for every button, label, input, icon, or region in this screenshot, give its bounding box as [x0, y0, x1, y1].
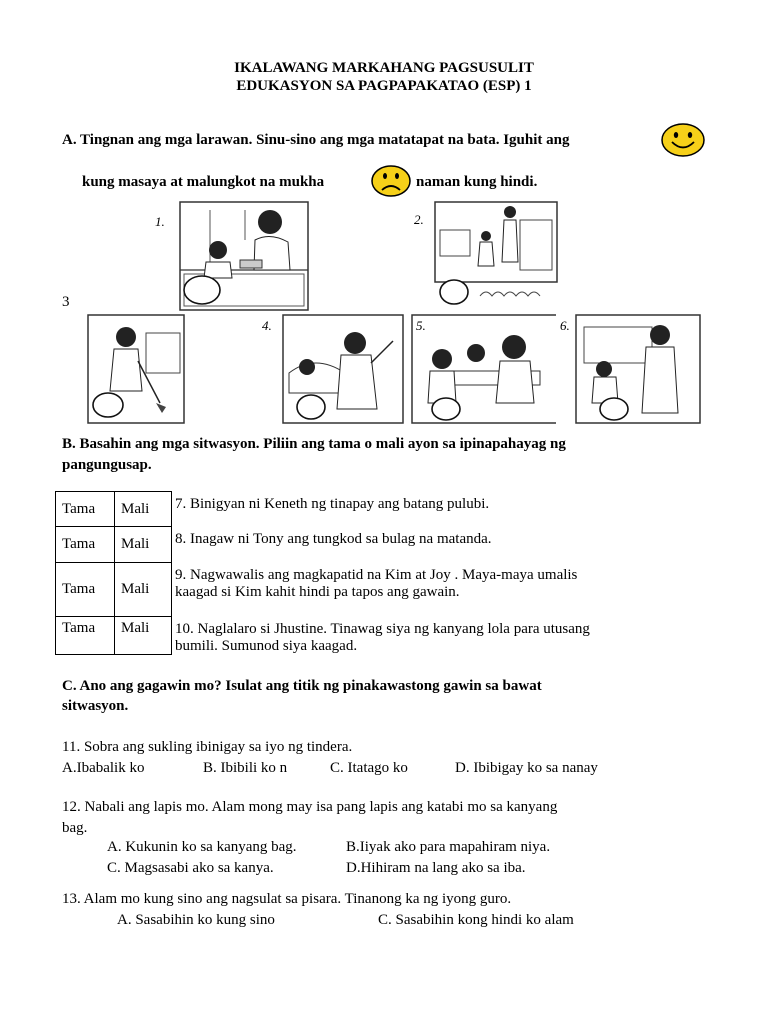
statement-7: 7. Binigyan ni Keneth ng tinapay ang batang pulubi. — [175, 496, 490, 512]
question-11: 11. Sobra ang sukling ibinigay sa iyo ng tindera. — [62, 739, 353, 755]
tama-option[interactable]: Tama — [56, 527, 115, 563]
stray-number: 3 — [62, 294, 70, 310]
tama-option[interactable]: Tama — [56, 563, 115, 617]
exam-title: IKALAWANG MARKAHANG PAGSUSULIT — [234, 60, 534, 76]
question-12: 12. Nabali ang lapis mo. Alam mong may isa pang lapis ang katabi mo sa kanyang — [62, 799, 558, 815]
q12-option-d: D.Hihiram na lang ako sa iba. — [346, 860, 526, 876]
statement-10-cont: bumili. Sumunod siya kaagad. — [175, 638, 358, 654]
section-a-instruction-cont: kung masaya at malungkot na mukha — [82, 174, 325, 190]
statement-10: 10. Naglalaro si Jhustine. Tinawag siya ng kanyang lola para utusang — [175, 621, 590, 637]
mali-option[interactable]: Mali — [115, 617, 172, 655]
picture-panel-2 — [410, 200, 560, 310]
tama-option[interactable]: Tama — [56, 492, 115, 527]
panel-6-label: 6. — [560, 318, 570, 333]
statement-9-cont: kaagad si Kim kahit hindi pa tapos ang gawain. — [175, 584, 460, 600]
panel-5-label: 5. — [416, 318, 426, 333]
q11-option-a: A.Ibabalik ko — [62, 760, 145, 776]
question-13: 13. Alam mo kung sino ang nagsulat sa pisara. Tinanong ka ng iyong guro. — [62, 891, 512, 907]
section-a-instruction: A. Tingnan ang mga larawan. Sinu-sino ang mga matatapat na bata. Iguhit ang — [62, 132, 570, 148]
panel-1-label: 1. — [155, 214, 165, 229]
table-row — [56, 617, 172, 655]
panel-2-label: 2. — [414, 212, 424, 227]
section-b-instruction-cont: pangungusap. — [62, 457, 152, 473]
q12-option-a: A. Kukunin ko sa kanyang bag. — [107, 839, 297, 855]
smiley-face-icon — [660, 122, 706, 158]
q12-option-c: C. Magsasabi ako sa kanya. — [107, 860, 274, 876]
mali-option[interactable]: Mali — [115, 527, 172, 563]
panel-4-label: 4. — [262, 318, 272, 333]
sad-face-icon — [370, 164, 412, 198]
q11-option-b: B. Ibibili ko n — [203, 760, 288, 776]
section-b-instruction: B. Basahin ang mga sitwasyon. Piliin ang tama o mali ayon sa ipinapahayag ng — [62, 436, 566, 452]
q11-option-c: C. Itatago ko — [330, 760, 408, 776]
mali-option[interactable]: Mali — [115, 563, 172, 617]
q13-option-a: A. Sasabihin ko kung sino — [117, 912, 275, 928]
tama-option[interactable]: Tama — [56, 617, 115, 655]
picture-panel-5 — [410, 313, 560, 425]
statement-9: 9. Nagwawalis ang magkapatid na Kim at Joy . Maya-maya umalis — [175, 567, 578, 583]
subject-title: EDUKASYON SA PAGPAPAKATAO (ESP) 1 — [236, 78, 532, 94]
section-c-instruction: C. Ano ang gagawin mo? Isulat ang titik ng pinakawastong gawin sa bawat — [62, 678, 542, 694]
q12-option-b: B.Iiyak ako para mapahiram niya. — [346, 839, 551, 855]
table-row — [56, 527, 172, 563]
tama-mali-table — [55, 491, 172, 655]
question-12-cont: bag. — [62, 820, 88, 836]
picture-panel-4 — [255, 313, 405, 425]
table-row — [56, 492, 172, 527]
mali-option[interactable]: Mali — [115, 492, 172, 527]
picture-panel-1 — [150, 200, 310, 312]
picture-panel-3 — [86, 313, 186, 425]
q13-option-c: C. Sasabihin kong hindi ko alam — [378, 912, 574, 928]
table-row — [56, 563, 172, 617]
section-a-instruction-end: naman kung hindi. — [416, 174, 538, 190]
statement-8: 8. Inagaw ni Tony ang tungkod sa bulag na matanda. — [175, 531, 492, 547]
q11-option-d: D. Ibibigay ko sa nanay — [455, 760, 598, 776]
picture-panel-6 — [556, 313, 702, 425]
section-c-instruction-cont: sitwasyon. — [62, 698, 129, 714]
